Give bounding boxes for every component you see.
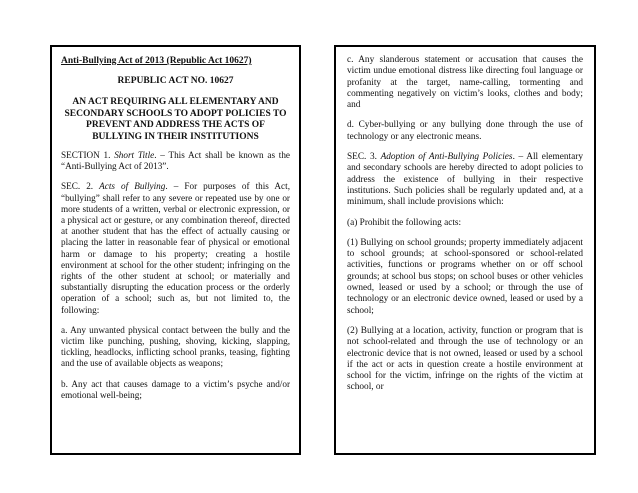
act-title: AN ACT REQUIRING ALL ELEMENTARY AND SECONDARY SCHOOLS TO ADOPT POLICIES TO PREVENT AND ADDRESS THE ACTS OF BULLYING IN THEIR INSTITUTIONS <box>64 97 287 142</box>
section-3 <box>347 152 583 208</box>
provision-2: (2) Bullying at a location, activity, function or program that is not school-related and through the use of technology or an electronic device that is not owned, leased or used by a school if the act or acts in question create a hostile environment at school for the victim, infringe on the rights of the victim at school, or <box>347 325 583 393</box>
item-b: b. Any act that causes damage to a victim’s psyche and/or emotional well-being; <box>61 378 290 400</box>
section-2-text: . – For purposes of this Act, “bullying” shall refer to any severe or repeated use by one or more students of a written, verbal or electronic expression, or a physical act or gesture, or any combination thereof, directed at another student that has the effect of actually causing or placing the latter in reasonable fear of physical or emotional harm or damage to his property; creating a hostile environment at school for the other student; infringing on the rights of the other student at school; or materially and substantially disrupting the education process or the orderly operation of a school; such as, but not limited to, the following: <box>61 181 290 315</box>
section-2-prefix: SEC. 2. <box>61 181 100 192</box>
section-1 <box>61 150 290 172</box>
item-d: d. Cyber-bullying or any bullying done through the use of technology or any electronic means. <box>347 120 583 142</box>
section-2-title: Acts of Bullying <box>99 181 166 192</box>
document-heading: Anti-Bullying Act of 2013 (Republic Act 10627) <box>61 56 252 66</box>
provision-a: (a) Prohibit the following acts: <box>347 217 462 228</box>
item-a: a. Any unwanted physical contact between the bully and the victim like punching, pushing, shoving, kicking, slapping, tickling, headlocks, inflicting school pranks, teasing, fighting and the use of available objects as weapons; <box>61 324 290 369</box>
section-1-title: Short Title <box>114 150 155 160</box>
right-page <box>334 45 596 455</box>
act-number: REPUBLIC ACT NO. 10627 <box>117 76 234 86</box>
section-2 <box>61 181 290 315</box>
section-1-prefix: SECTION 1. <box>61 150 115 160</box>
provision-1: (1) Bullying on school grounds; property immediately adjacent to school grounds; at school-sponsored or school-related activities, functions or programs whether on or off school grounds; at school bus stops; on school buses or other vehicles owned, leased or used by a school; or through the use of technology or an electronic device owned, leased or used by a school; <box>347 237 583 316</box>
section-1-text: . – This Act shall be known as the “Anti-Bullying Act of 2013”. <box>61 150 291 172</box>
section-3-title: Adoption of Anti-Bullying Policies <box>380 152 513 163</box>
section-3-prefix: SEC. 3. <box>347 152 381 163</box>
item-c: c. Any slanderous statement or accusation that causes the victim undue emotional distress like directing foul language or profanity at the target, name-calling, tormenting and commenting negatively on victim’s looks, clothes and body; and <box>347 55 583 111</box>
left-page <box>50 45 301 455</box>
section-3-text: . – All elementary and secondary schools are hereby directed to adopt policies to address the existence of bullying in their respective institutions. Such policies shall be regularly updated and, at a minimum, shall include provisions which: <box>347 152 584 208</box>
